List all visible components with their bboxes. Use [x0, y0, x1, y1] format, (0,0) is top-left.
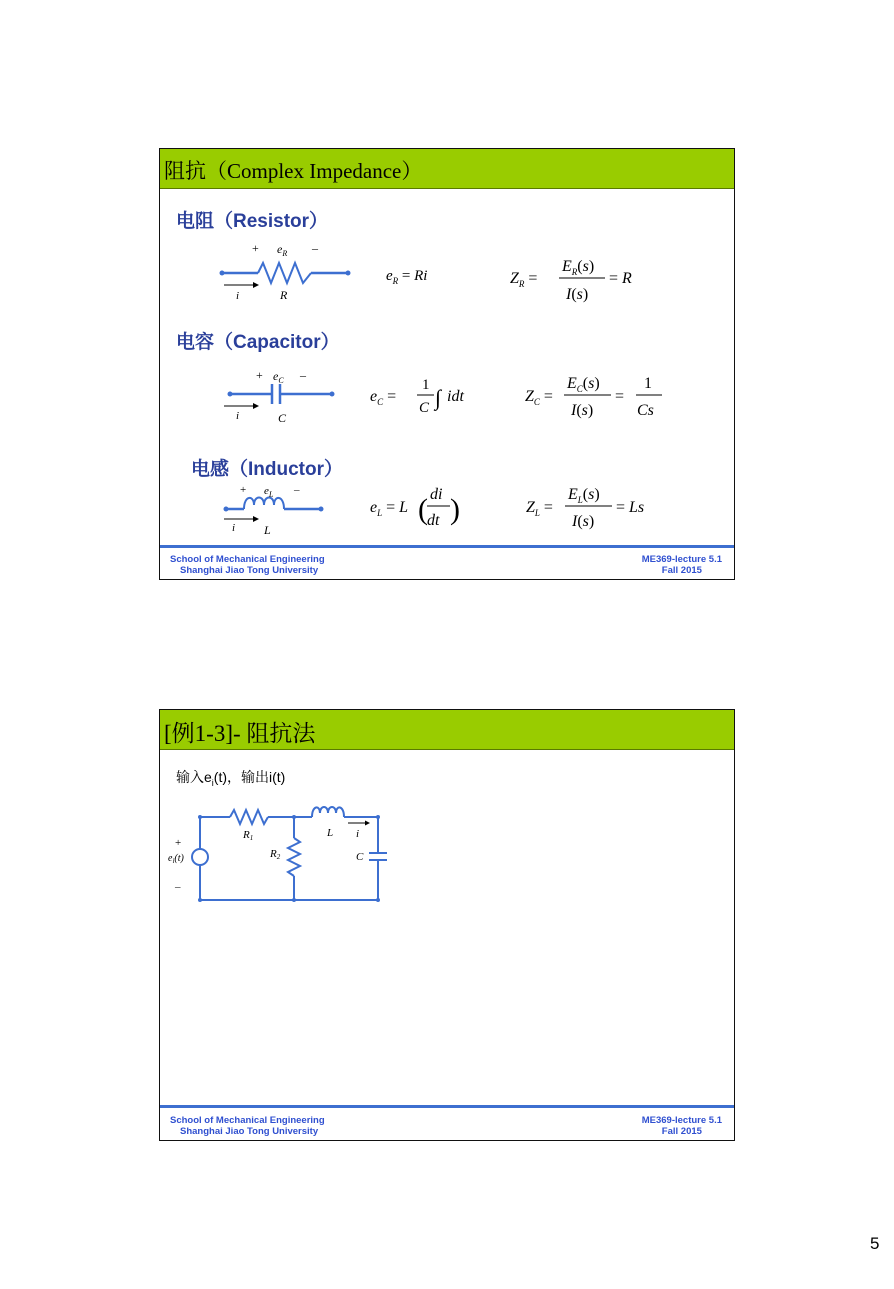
svg-text:+: + — [240, 484, 247, 496]
inductor-law — [370, 486, 460, 529]
svg-text:1: 1 — [422, 377, 430, 393]
svg-text:R: R — [280, 288, 288, 302]
svg-text:di: di — [430, 486, 443, 503]
svg-text:–: – — [294, 484, 300, 496]
footer-school-line1: School of Mechanical Engineering — [170, 1115, 325, 1126]
inductor-label: L — [327, 827, 334, 839]
impedance-diagrams — [160, 149, 734, 579]
footer-school-line1: School of Mechanical Engineering — [170, 554, 325, 565]
footer-school — [170, 554, 325, 576]
resistor-impedance — [510, 258, 632, 303]
resistor-circuit — [220, 241, 351, 302]
svg-text:ZR =: $Z_R$ = — [510, 270, 538, 289]
current-label: i — [356, 828, 360, 840]
footer-school — [170, 1115, 325, 1137]
footer-divider — [160, 1105, 734, 1108]
svg-text:(: ( — [418, 493, 428, 526]
svg-text:1: 1 — [644, 375, 652, 392]
slide-impedance — [159, 148, 735, 580]
source-plus: + — [175, 837, 182, 849]
capacitor-impedance — [525, 375, 662, 419]
r2-label: R2 — [270, 848, 281, 861]
svg-text:+: + — [252, 241, 259, 255]
r1-label: R1 — [243, 829, 254, 842]
resistor-law — [386, 268, 427, 286]
footer-course — [642, 1115, 722, 1137]
svg-text:ER(s): $E_R(s)$ — [562, 258, 595, 277]
capacitor-label: C — [356, 851, 364, 863]
source-label: $e_i(t)$ — [168, 853, 184, 865]
resistor-heading: 电阻（Resistor） — [176, 211, 329, 232]
svg-text:ZC =: $Z_C$ = — [525, 388, 553, 407]
svg-text:I(s): I(s) — [571, 402, 594, 419]
example-circuit — [160, 710, 734, 1140]
svg-text:): ) — [450, 493, 460, 526]
svg-text:–: – — [300, 368, 306, 382]
svg-text:eR: $e_R$ — [277, 242, 288, 258]
svg-text:=: = — [615, 388, 625, 405]
svg-text:–: – — [312, 241, 318, 255]
page-number: 5 — [870, 1234, 880, 1253]
svg-text:i: i — [232, 522, 236, 534]
inductor-impedance — [526, 486, 644, 530]
svg-text:∫: ∫ — [435, 385, 442, 410]
example-prompt: 输入$e_i(t)$，输出i(t) — [176, 769, 286, 788]
svg-text:I(s): I(s) — [572, 513, 595, 530]
svg-text:eL = L: $e_L = L$ — [370, 499, 409, 518]
svg-text:EL(s): $E_L(s)$ — [568, 486, 600, 505]
capacitor-circuit — [224, 368, 335, 425]
svg-text:eL: $e_L$ — [264, 485, 274, 499]
inductor-circuit — [224, 484, 324, 537]
svg-text:= Ls: = Ls — [616, 499, 645, 516]
svg-text:ZL =: $Z_L$ = — [526, 499, 553, 518]
svg-text:L: L — [264, 523, 271, 537]
svg-text:eC =: $e_C$ = — [370, 388, 397, 407]
capacitor-heading: 电容（Capacitor） — [176, 332, 340, 353]
footer-course-line2: Fall 2015 — [661, 565, 702, 576]
svg-text:= R: = R — [609, 270, 632, 287]
svg-text:eC: $e_C$ — [273, 369, 284, 385]
svg-text:C: C — [419, 400, 430, 416]
source-minus: – — [175, 881, 181, 893]
slide-title: [例1-3]- 阻抗法 — [164, 721, 316, 746]
slide-example — [159, 709, 735, 1141]
footer-course-line2: Fall 2015 — [661, 1126, 702, 1137]
inductor-heading: 电感（Inductor） — [191, 459, 343, 480]
svg-text:I(s): I(s) — [566, 286, 589, 303]
slide-title: 阻抗（Complex Impedance） — [164, 159, 423, 183]
capacitor-law — [370, 377, 464, 416]
svg-text:EC(s): $E_C(s)$ — [567, 375, 600, 394]
svg-text:i: i — [236, 290, 240, 302]
svg-text:dt: dt — [427, 512, 440, 529]
footer-school-line2: Shanghai Jiao Tong University — [180, 565, 319, 576]
footer-course — [642, 554, 722, 576]
footer-course-line1: ME369-lecture 5.1 — [641, 1115, 722, 1126]
footer-divider — [160, 545, 734, 548]
svg-text:C: C — [278, 411, 287, 425]
svg-text:idt: idt — [447, 388, 464, 405]
svg-text:Cs: Cs — [637, 402, 654, 419]
footer-course-line1: ME369-lecture 5.1 — [641, 554, 722, 565]
footer-school-line2: Shanghai Jiao Tong University — [180, 1126, 319, 1137]
svg-text:eR = Ri: $e_R = Ri$ — [386, 268, 428, 286]
svg-text:+: + — [256, 368, 263, 382]
svg-text:i: i — [236, 410, 240, 422]
